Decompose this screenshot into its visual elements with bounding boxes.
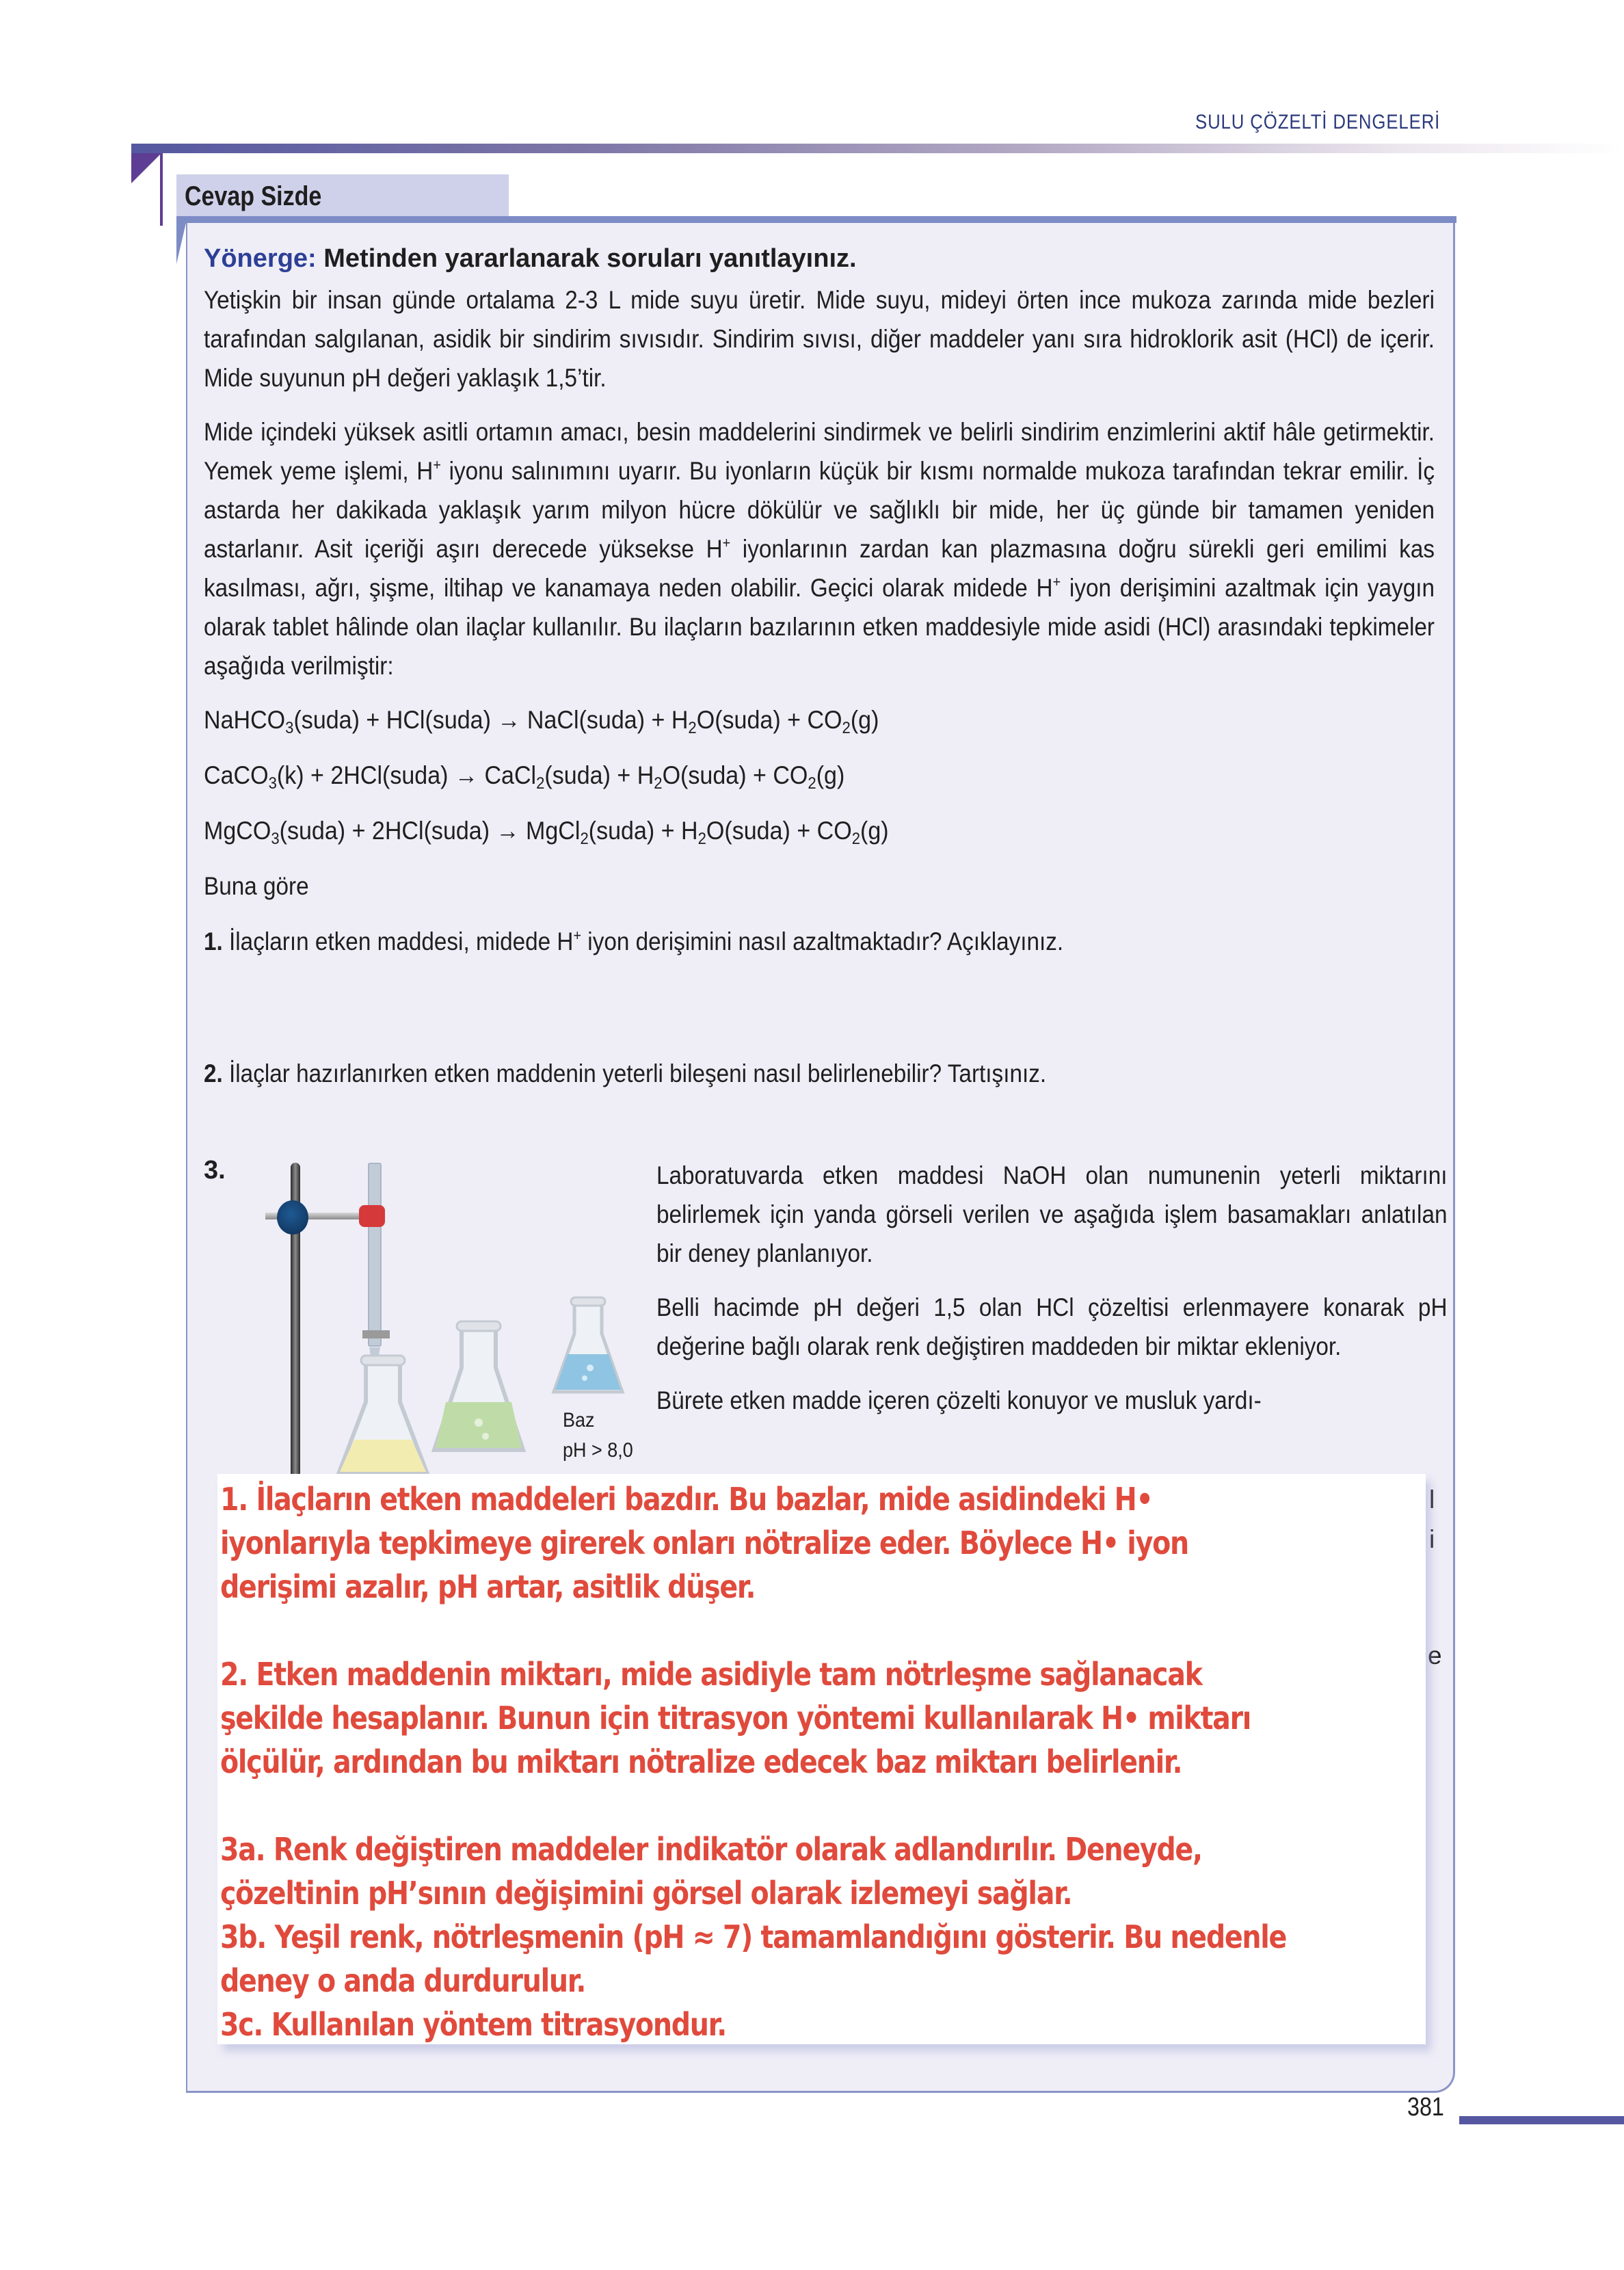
paragraph-2 [204,412,1435,685]
q3-paragraph-2: Belli hacimde pH değeri 1,5 olan HCl çözeltisi erlenmayere konarak pH değerine bağlı olarak renk değiştiren maddeden bir miktar ekleniyor. [656,1293,1448,1360]
superscript-plus: + [722,534,731,551]
answer-line: deney o anda durdurulur. [220,1962,586,1999]
answer-line: 3c. Kullanılan yöntem titrasyondur. [220,2006,726,2043]
obscured-text-fragment: l [1429,1486,1435,1514]
burette-icon [368,1163,382,1347]
equation-3: MgCO$_3$(suda) + 2HCl(suda) → MgCl$_2$(suda) + $H_2O(suda) + CO_2(g)$ [204,817,889,848]
answer-line-blank [220,1784,1255,1827]
activity-content [204,239,1435,1093]
header-corner-notch [131,153,161,183]
flask-label [563,1405,633,1466]
equation-2: CaCO$_3$(k) + 2HCl(suda) → CaCl$_2$(suda) + $H_2O(suda) + CO_2(g)$ [204,761,845,793]
directive-label: Yönerge: [204,244,317,273]
answer-line: çözeltinin pH’sının değişimini görsel olarak izlemeyi sağlar. [220,1875,1072,1912]
page-number: 381 [1407,2093,1444,2122]
obscured-text-fragment: e [1428,1641,1442,1669]
answer-line-blank [220,1609,1255,1652]
stopcock-icon [362,1330,390,1338]
answer-line: iyonlarıyla tepkimeye girerek onları nötralize eder. Böylece H• iyon [220,1525,1188,1561]
question-text: iyon derişimini nasıl azaltmaktadır? Açıklayınız. [581,927,1064,955]
question-text: İlaçların etken maddesi, midede H [222,927,574,955]
paragraph-2-part: Mide içindeki yüksek asitli ortamın amacı, besin maddelerini sindirmek ve belirli sindirim enzimlerini aktif hâle getirmektir. Yemek yeme işlemi, H [204,418,1435,485]
answer-line: derişimi azalır, pH artar, asitlik düşer. [220,1568,756,1605]
yellow-flask-icon [335,1354,431,1477]
box-corner-notch [176,223,186,264]
superscript-plus: + [433,456,441,473]
paragraph-2-part: iyonlarının zardan kan plazmasına doğru sürekli geri emilimi kas kasılması, ağrı, şişme, iltihap ve kanamaya neden olabilir. Geçici olarak midede H [204,535,1435,602]
lead-in: Buna göre [204,872,309,900]
blue-flask-icon [550,1296,626,1399]
obscured-text-fragment: i [1429,1525,1435,1553]
equation-1: NaHCO$_3$(suda) + HCl(suda) → NaCl(suda) + $H_2O(suda) + CO_2(g)$ [204,706,879,737]
box-top-rule [176,216,1456,223]
running-head-title: SULU ÇÖZELTİ DENGELERİ [1195,111,1441,133]
paragraph-2-part: iyonu salınımını uyarır. Bu iyonların küçük bir kısmı normalde mukoza tarafından tekrar emilir. İç astarda her dakikada yaklaşık yarım milyon hücre dökülür ve sağlıklı bir mide, her üç günde bir tamamen yeniden astarlanır. Asit içeriği aşırı derecede yüksekse H [204,457,1435,563]
directive-text: Metinden yararlanarak soruları yanıtlayınız. [323,244,857,273]
section-tab [176,174,509,216]
question-3-text [656,1156,1448,1420]
q3-paragraph-1: Laboratuvarda etken maddesi NaOH olan numunenin yeterli miktarını belirlemek için yanda görseli verilen ve aşağıda işlem basamakları anlatılan bir deney planlanıyor. [656,1161,1448,1267]
superscript-plus: + [1052,573,1061,590]
directive [204,239,1435,278]
question-text: İlaçlar hazırlanırken etken maddenin yeterli bileşeni nasıl belirlenebilir? Tartışınız. [222,1059,1047,1087]
section-title: Cevap Sizde [185,181,322,211]
green-flask-icon [431,1320,527,1457]
flask-label-ph: pH > 8,0 [563,1439,633,1462]
question-number: 1. [204,927,223,955]
clamp-knob-icon [277,1200,308,1235]
header-gradient-bar [131,144,1624,153]
superscript-plus: + [573,927,582,944]
clamp-cap-icon [359,1205,385,1227]
question-2 [204,1054,1312,1093]
answer-line: 2. Etken maddenin miktarı, mide asidiyle tam nötrleşme sağlanacak [220,1656,1202,1693]
question-number: 2. [204,1059,223,1087]
answer-line: ölçülür, ardından bu miktarı nötralize edecek baz miktarı belirlenir. [220,1743,1182,1780]
answer-space-1 [204,961,1435,1054]
question-3-number: 3. [204,1156,226,1185]
answer-line: şekilde hesaplanır. Bunun için titrasyon yöntemi kullanılarak H• miktarı [220,1700,1251,1737]
page-number-bar [1459,2116,1624,2124]
answer-line: 3a. Renk değiştiren maddeler indikatör olarak adlandırılır. Deneyde, [220,1831,1202,1868]
header-vertical-rule [160,153,163,226]
answer-overlay-text [220,1477,1424,2046]
paragraph-2-part: iyon derişimini azaltmak için yaygın olarak tablet hâlinde olan ilaçlar kullanılır. Bu ilaçların bazılarının etken maddesiyle mide asidi (HCl) arasındaki tepkimeler aşağıda verilmiştir: [204,574,1435,680]
answer-line: 1. İlaçların etken maddeleri bazdır. Bu bazlar, mide asidindeki H• [220,1481,1153,1518]
answer-line: 3b. Yeşil renk, nötrleşmenin (pH ≈ 7) tamamlandığını gösterir. Bu nedenle [220,1918,1287,1955]
flask-label-base: Baz [563,1409,595,1431]
q3-paragraph-3: Bürete etken madde içeren çözelti konuyor ve musluk yardı- [656,1386,1262,1414]
question-1 [204,922,1312,961]
paragraph-1: Yetişkin bir insan günde ortalama 2-3 L mide suyu üretir. Mide suyu, mideyi örten ince mukoza zarında mide bezleri tarafından salgılanan, asidik bir sindirim sıvısıdır. Sindirim sıvısı, diğer maddeler yanı sıra hidroklorik asit (HCl) de içerir. Mide suyunun pH değeri yaklaşık 1,5’tir. [204,286,1435,392]
